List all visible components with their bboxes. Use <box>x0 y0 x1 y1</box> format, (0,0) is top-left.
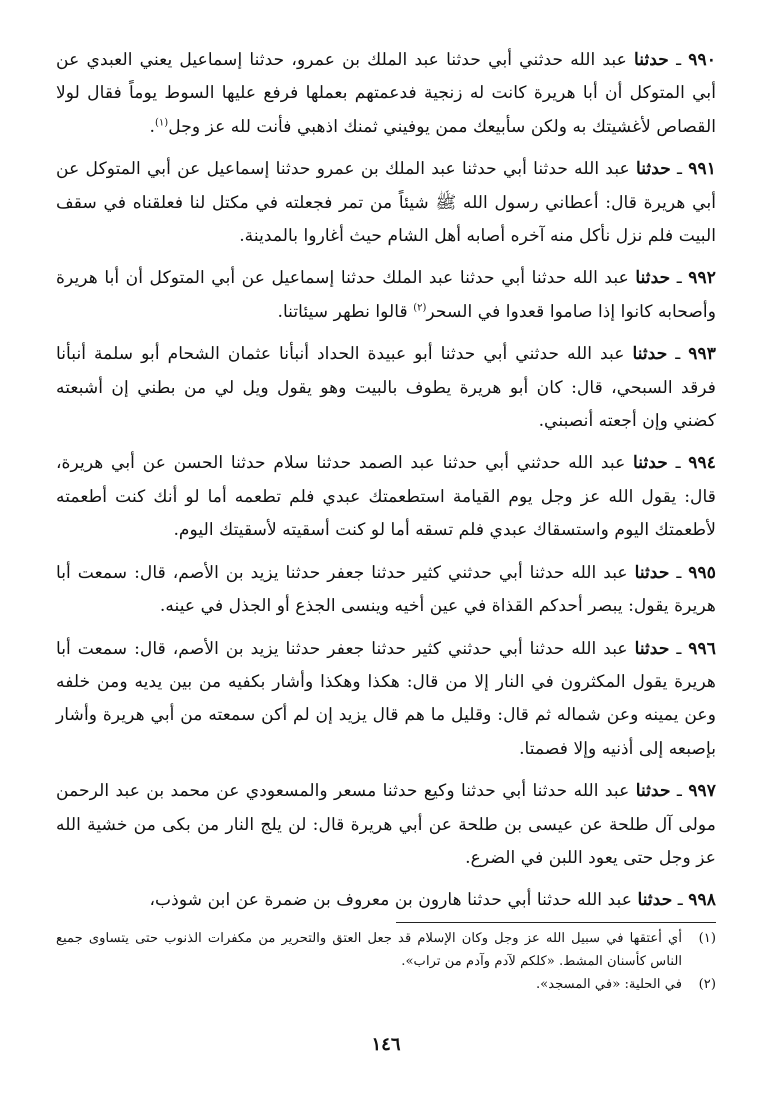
hadith-keyword: حدثنا <box>637 890 673 911</box>
hadith-number: ٩٩١ <box>688 159 716 180</box>
hadith-number: ٩٩٠ <box>688 50 716 70</box>
hadith-keyword: حدثنا <box>635 781 671 802</box>
hadith-text: عبد الله حدثني أبي حدثنا عبد الملك بن عمرو، حدثنا إسماعيل يعني العبدي عن أبي المتوكل أن أبا هريرة كانت له زنجية فدعمتهم بعملها فرفع عليها السوط يوماً فقال لولا القصاص لأغشيتك به ولكن سأبيعك ممن يوفيني ثمنك اذهبي فأنت لله عز وجل <box>56 50 716 137</box>
hadith-995: ٩٩٥ ـ حدثنا عبد الله حدثنا أبي حدثني كثير حدثنا جعفر حدثنا يزيد بن الأصم، قال: سمعت أبا هريرة يقول: يبصر أحدكم القذاة في عين أخيه وينسى الجذع أو الجذل في عينه. <box>56 562 716 617</box>
hadith-text: عبد الله حدثنا أبي حدثنا وكيع حدثنا مسعر والمسعودي عن محمد بن عبد الرحمن مولى آل طلحة عن عيسى بن طلحة عن أبي هريرة قال: لن يلج النار من بكى من خشية الله عز وجل حتى يعود اللبن في الضرع. <box>56 781 716 868</box>
hadith-text: عبد الله حدثنا أبي حدثني كثير حدثنا جعفر حدثنا يزيد بن الأصم، قال: سمعت أبا هريرة يقول المكثرون في النار إلا من قال: هكذا وهكذا وأشار بكفيه من بين يديه ومن خلفه وعن يمينه وعن شماله ثم قال: وقليل ما هم قال يزيد إن لم أكن سمعته من أبي هريرة وأشار بإصبعه إلى أذنيه وإلا فصمتا. <box>56 638 716 759</box>
hadith-997: ٩٩٧ ـ حدثنا عبد الله حدثنا أبي حدثنا وكيع حدثنا مسعر والمسعودي عن محمد بن عبد الرحمن مولى آل طلحة عن عيسى بن طلحة عن أبي هريرة قال: لن يلج النار من بكى من خشية الله عز وجل حتى يعود اللبن في الضرع. <box>56 781 717 868</box>
book-page <box>56 44 716 1084</box>
hadith-994: ٩٩٤ ـ حدثنا عبد الله حدثني أبي حدثنا عبد الصمد حدثنا سلام حدثنا الحسن عن أبي هريرة، قال: يقول الله عز وجل يوم القيامة استطعمتك عبدي فلم تطعمه أما لو أنك كنت أطعمته لأطعمتك اليوم واستسقاك عبدي فلم تسقه أما لو كنت أسقيته لأسقيتك اليوم. <box>56 453 716 541</box>
hadith-text: عبد الله حدثنا أبي حدثني كثير حدثنا جعفر حدثنا يزيد بن الأصم، قال: سمعت أبا هريرة يقول: يبصر أحدكم القذاة في عين أخيه وينسى الجذع أو الجذل في عينه. <box>56 562 716 617</box>
footnote-1 <box>56 927 716 973</box>
hadith-keyword: حدثنا <box>633 453 668 474</box>
footnote-ref[interactable]: (٢) <box>413 302 427 314</box>
hadith-keyword: حدثنا <box>632 344 668 365</box>
hadith-text: عبد الله حدثنا أبي حدثنا عبد الملك حدثنا إسماعيل عن أبي المتوكل أن أبا هريرة وأصحابه كانوا إذا صاموا قعدوا في السحر <box>56 268 716 322</box>
footnote-marker: (٢) <box>698 977 716 992</box>
hadith-ending: قالوا نطهر سيئاتنا. <box>277 301 414 322</box>
hadith-text: عبد الله حدثني أبي حدثنا عبد الصمد حدثنا سلام حدثنا الحسن عن أبي هريرة، قال: يقول الله عز وجل يوم القيامة استطعمتك عبدي فلم تطعمه أما لو أنك كنت أطعمته لأطعمتك اليوم واستسقاك عبدي فلم تسقه أما لو كنت أسقيته لأسقيتك اليوم. <box>56 453 716 541</box>
hadith-number: ٩٩٦ <box>688 638 716 659</box>
hadith-ending: . <box>149 116 155 137</box>
page-number: ١٤٦ <box>371 1034 401 1055</box>
footnote-2 <box>56 973 716 996</box>
hadith-keyword: حدثنا <box>635 159 671 180</box>
footnote-divider <box>396 922 716 923</box>
hadith-number: ٩٩٥ <box>688 562 716 583</box>
hadith-keyword: حدثنا <box>634 562 670 583</box>
footnote-marker: (١) <box>698 931 716 946</box>
footnote-text: أي أعتقها في سبيل الله عز وجل وكان الإسلام قد جعل العتق والتحرير من مكفرات الذنوب حتى يتساوى جميع الناس كأسنان المشط. «كلكم لآدم وآدم من تراب». <box>56 931 682 969</box>
hadith-992: ٩٩٢ ـ حدثنا عبد الله حدثنا أبي حدثنا عبد الملك حدثنا إسماعيل عن أبي المتوكل أن أبا هريرة وأصحابه كانوا إذا صاموا قعدوا في السحر$^{(٢)}$ قالوا نطهر سيئاتنا. <box>56 268 716 322</box>
hadith-number: ٩٩٣ <box>688 344 716 365</box>
footnote-ref[interactable]: (١) <box>155 117 169 129</box>
hadith-number: ٩٩٢ <box>688 268 716 289</box>
footnotes <box>56 922 716 996</box>
hadith-number: ٩٩٤ <box>688 453 716 474</box>
hadith-keyword: حدثنا <box>634 50 669 70</box>
hadith-998: ٩٩٨ ـ حدثنا عبد الله حدثنا أبي حدثنا هارون بن معروف بن ضمرة عن ابن شوذب، <box>149 890 716 911</box>
hadith-996: ٩٩٦ ـ حدثنا عبد الله حدثنا أبي حدثني كثير حدثنا جعفر حدثنا يزيد بن الأصم، قال: سمعت أبا هريرة يقول المكثرون في النار إلا من قال: هكذا وهكذا وأشار بكفيه من بين يديه ومن خلفه وعن يمينه وعن شماله ثم قال: وقليل ما هم قال يزيد إن لم أكن سمعته من أبي هريرة وأشار بإصبعه إلى أذنيه وإلا فصمتا. <box>56 638 716 759</box>
hadith-keyword: حدثنا <box>634 638 670 659</box>
hadith-993: ٩٩٣ ـ حدثنا عبد الله حدثني أبي حدثنا أبو عبيدة الحداد أنبأنا عثمان الشحام أبو سلمة أنبأنا فرقد السبحي، قال: كان أبو هريرة يطوف بالبيت وهو يقول ويل لي من بطني إن أشبعته كضني وإن أجعته أنصبني. <box>56 344 716 432</box>
hadith-990: ٩٩٠ ـ حدثنا عبد الله حدثني أبي حدثنا عبد الملك بن عمرو، حدثنا إسماعيل يعني العبدي عن أبي المتوكل أن أبا هريرة كانت له زنجية فدعمتهم بعملها فرفع عليها السوط يوماً فقال لولا القصاص لأغشيتك به ولكن سأبيعك ممن يوفيني ثمنك اذهبي فأنت لله عز وجل$^{(١)}$. <box>56 50 716 137</box>
hadith-991: ٩٩١ ـ حدثنا عبد الله حدثنا أبي حدثنا عبد الملك بن عمرو حدثنا إسماعيل عن أبي المتوكل عن أبي هريرة قال: أعطاني رسول الله ﷺ شيئاً من تمر فجعلته في مكتل لنا فعلقناه في سقف البيت فلم نزل نأكل منه آخره أصابه أهل الشام حيث أغاروا بالمدينة. <box>56 159 716 247</box>
hadith-text: عبد الله حدثنا أبي حدثنا عبد الملك بن عمرو حدثنا إسماعيل عن أبي المتوكل عن أبي هريرة قال: أعطاني رسول الله ﷺ شيئاً من تمر فجعلته في مكتل لنا فعلقناه في سقف البيت فلم نزل نأكل منه آخره أصابه أهل الشام حيث أغاروا بالمدينة. <box>56 159 716 247</box>
hadith-keyword: حدثنا <box>635 268 671 289</box>
hadith-text: عبد الله حدثنا أبي حدثنا هارون بن معروف بن ضمرة عن ابن شوذب، <box>149 890 638 911</box>
hadith-number: ٩٩٨ <box>688 890 716 911</box>
footnote-text: في الحلية: «في المسجد». <box>535 977 682 992</box>
hadith-number: ٩٩٧ <box>688 781 717 802</box>
hadith-text: عبد الله حدثني أبي حدثنا أبو عبيدة الحداد أنبأنا عثمان الشحام أبو سلمة أنبأنا فرقد السبحي، قال: كان أبو هريرة يطوف بالبيت وهو يقول ويل لي من بطني إن أشبعته كضني وإن أجعته أنصبني. <box>56 344 716 432</box>
